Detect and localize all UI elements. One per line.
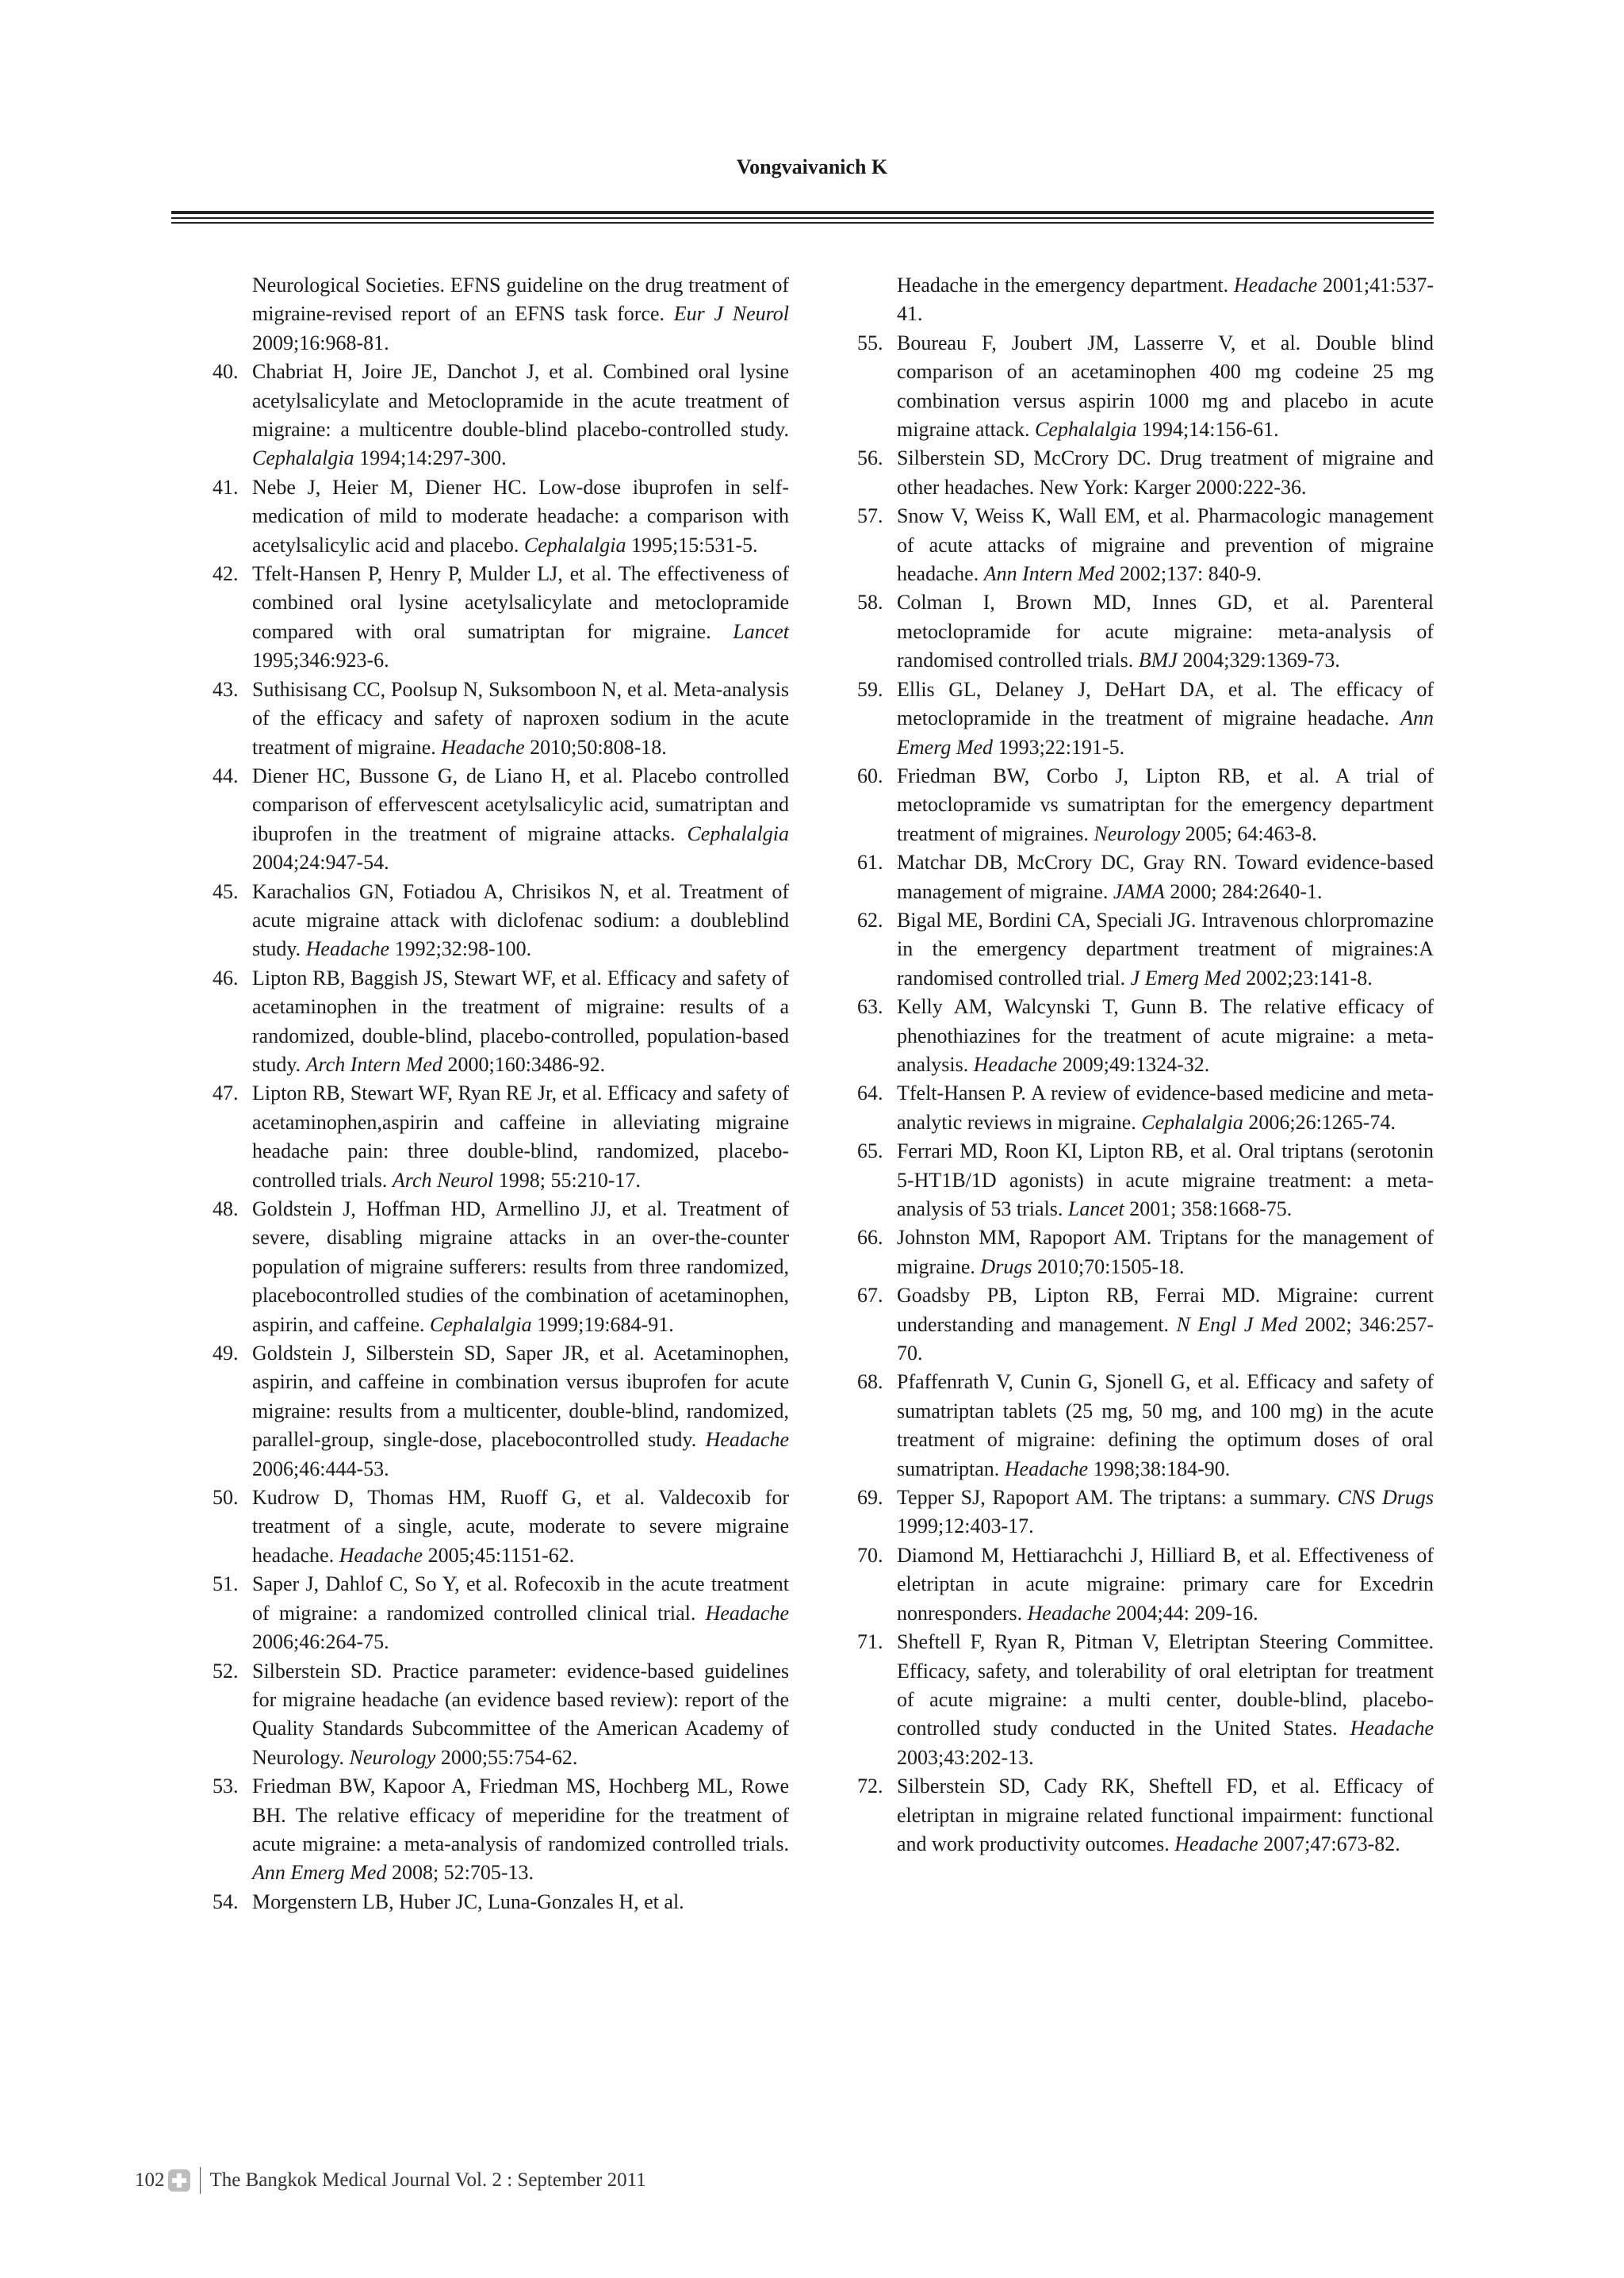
journal-info: The Bangkok Medical Journal Vol. 2 : September 2011: [209, 2169, 646, 2191]
reference-number: 71.: [857, 1630, 883, 1654]
reference-text: Ferrari MD, Roon KI, Lipton RB, et al. Oral triptans (serotonin 5-HT1B/1D agonists) in acute migraine treatment: a meta-analysis of 53 trials.: [897, 1139, 1434, 1220]
journal-name: Headache: [973, 1052, 1058, 1076]
reference-citation: 2006;26:1265-74.: [1243, 1110, 1396, 1134]
reference-item: [827, 1281, 1434, 1368]
reference-item: [182, 762, 789, 878]
reference-number: 70.: [857, 1543, 883, 1567]
journal-name: JAMA: [1113, 879, 1165, 903]
journal-name: Cephalalgia: [687, 821, 789, 845]
page-footer: [135, 2165, 646, 2196]
journal-name: Headache: [441, 735, 525, 759]
reference-item: [182, 1339, 789, 1484]
reference-citation: 2002;23:141-8.: [1240, 966, 1373, 990]
journal-name: Cephalalgia: [252, 446, 354, 470]
reference-number: 62.: [857, 908, 883, 932]
reference-number: 67.: [857, 1284, 883, 1307]
reference-item: [827, 1137, 1434, 1223]
reference-item: [182, 1772, 789, 1888]
reference-text: Diamond M, Hettiarachchi J, Hilliard B, et al. Effectiveness of eletriptan in acute migraine: primary care for Excedrin nonresponders.: [897, 1543, 1434, 1625]
reference-item: [182, 1888, 789, 1916]
reference-item: [827, 762, 1434, 848]
reference-number: 56.: [857, 446, 883, 470]
reference-text: Friedman BW, Corbo J, Lipton RB, et al. A trial of metoclopramide vs sumatriptan for the emergency department treatment of migraines.: [897, 764, 1434, 845]
reference-citation: 1999;19:684-91.: [531, 1312, 674, 1336]
reference-citation: 2006;46:444-53.: [252, 1457, 389, 1480]
reference-number: 46.: [213, 966, 239, 990]
journal-name: CNS Drugs: [1337, 1486, 1434, 1510]
journal-name: Cephalalgia: [1141, 1110, 1243, 1134]
reference-item: [827, 1484, 1434, 1541]
reference-text: Goldstein J, Silberstein SD, Saper JR, et al. Acetaminophen, aspirin, and caffeine in combination versus ibuprofen for acute migraine: results from a multicenter, double-blind, randomized, parallel-group, single-dose, placebocontrolled study.: [252, 1342, 789, 1452]
journal-name: Cephalalgia: [523, 533, 626, 557]
left-reference-column: [182, 271, 789, 1916]
reference-number: 51.: [213, 1572, 239, 1596]
reference-citation: 1995;346:923-6.: [252, 649, 389, 672]
reference-citation: 2000;160:3486-92.: [442, 1052, 606, 1076]
reference-text: Kelly AM, Walcynski T, Gunn B. The relative efficacy of phenothiazines for the treatment of acute migraine: a meta-analysis.: [897, 995, 1434, 1076]
reference-citation: 2010;50:808-18.: [524, 735, 667, 759]
reference-number: 40.: [213, 360, 239, 384]
reference-continuation: [182, 271, 789, 358]
reference-citation: 1995;15:531-5.: [626, 533, 758, 557]
journal-name: Headache: [1233, 274, 1318, 297]
reference-number: 60.: [857, 764, 883, 787]
reference-text: Colman I, Brown MD, Innes GD, et al. Parenteral metoclopramide for acute migraine: meta-analysis of randomised controlled trials.: [897, 591, 1434, 672]
journal-name: Ann Emerg Med: [897, 706, 1434, 759]
reference-text: Nebe J, Heier M, Diener HC. Low-dose ibuprofen in self-medication of mild to moderate headache: a comparison with acetylsalicylic acid and placebo.: [252, 475, 789, 557]
reference-number: 59.: [857, 677, 883, 701]
reference-item: [827, 1628, 1434, 1772]
journal-name: Drugs: [980, 1254, 1032, 1278]
journal-name: Ann Emerg Med: [252, 1861, 387, 1885]
journal-name: Arch Neurol: [392, 1168, 494, 1192]
reference-item: [182, 1657, 789, 1773]
header-rule-thick: [171, 211, 1434, 214]
reference-text: Boureau F, Joubert JM, Lasserre V, et al. Double blind comparison of an acetaminophen 400 mg codeine 25 mg combination versus aspirin 1000 mg and placebo in acute migraine attack.: [897, 331, 1434, 442]
journal-name: Ann Intern Med: [983, 562, 1115, 586]
journal-name: Cephalalgia: [1034, 418, 1137, 442]
bangkok-medical-cross-logo-icon: [168, 2169, 190, 2192]
running-header: Vongvaivanich K: [736, 155, 888, 178]
reference-item: [182, 358, 789, 473]
reference-item: [182, 560, 789, 676]
journal-name: Headache: [305, 937, 390, 961]
reference-citation: 2009;16:968-81.: [252, 331, 389, 354]
journal-name: Lancet: [733, 619, 789, 643]
reference-number: 45.: [213, 879, 239, 903]
reference-citation: 2004;44: 209-16.: [1111, 1601, 1258, 1625]
reference-text: Friedman BW, Kapoor A, Friedman MS, Hochberg ML, Rowe BH. The relative efficacy of meperidine for the treatment of acute migraine: a meta-analysis of randomized controlled trials.: [252, 1775, 789, 1855]
reference-number: 58.: [857, 591, 883, 614]
journal-name: Neurology: [1094, 821, 1181, 845]
reference-citation: 2004;24:947-54.: [252, 851, 389, 875]
journal-name: J Emerg Med: [1130, 966, 1241, 990]
reference-number: 64.: [857, 1082, 883, 1105]
journal-name: Headache: [1004, 1457, 1089, 1480]
journal-name: Headache: [1350, 1717, 1434, 1740]
reference-number: 63.: [857, 995, 883, 1019]
reference-citation: 2009;49:1324-32.: [1057, 1052, 1210, 1076]
journal-name: Headache: [705, 1601, 789, 1625]
reference-text: Karachalios GN, Fotiadou A, Chrisikos N, et al. Treatment of acute migraine attack with diclofenac sodium: a doubleblind study.: [252, 879, 789, 961]
reference-item: [182, 1484, 789, 1570]
reference-item: [827, 906, 1434, 993]
reference-number: 68.: [857, 1370, 883, 1394]
reference-citation: 2008; 52:705-13.: [386, 1861, 534, 1885]
reference-number: 72.: [857, 1775, 883, 1798]
reference-item: [827, 993, 1434, 1079]
reference-citation: 2003;43:202-13.: [897, 1745, 1034, 1769]
journal-name: Headache: [339, 1543, 423, 1567]
reference-number: 69.: [857, 1486, 883, 1510]
reference-item: [827, 1541, 1434, 1628]
reference-citation: 1994;14:297-300.: [354, 446, 507, 470]
journal-name: Eur J Neurol: [673, 302, 789, 326]
reference-number: 44.: [213, 764, 239, 787]
reference-text: Tepper SJ, Rapoport AM. The triptans: a summary.: [897, 1486, 1338, 1510]
reference-number: 49.: [213, 1342, 239, 1365]
reference-citation: 1994;14:156-61.: [1136, 418, 1279, 442]
reference-item: [827, 329, 1434, 445]
reference-text: Morgenstern LB, Huber JC, Luna-Gonzales H, et al.: [252, 1889, 684, 1913]
reference-item: [827, 1223, 1434, 1281]
reference-citation: 2006;46:264-75.: [252, 1630, 389, 1654]
reference-item: [182, 1195, 789, 1339]
reference-text: Lipton RB, Baggish JS, Stewart WF, et al. Efficacy and safety of acetaminophen in the treatment of migraine: results of a randomized, double-blind, placebo-controlled, population-based study.: [252, 966, 789, 1076]
reference-text: Lipton RB, Stewart WF, Ryan RE Jr, et al. Efficacy and safety of acetaminophen,aspirin and caffeine in alleviating migraine headache pain: three double-blind, randomized, placebo-controlled trials.: [252, 1082, 789, 1192]
journal-name: BMJ: [1138, 649, 1178, 672]
reference-number: 55.: [857, 331, 883, 354]
reference-item: [827, 1079, 1434, 1137]
reference-text: Neurological Societies. EFNS guideline on the drug treatment of migraine-revised report of an EFNS task force.: [252, 274, 789, 326]
reference-text: Tfelt-Hansen P. A review of evidence-based medicine and meta-analytic reviews in migraine.: [897, 1082, 1434, 1134]
reference-citation: 1999;12:403-17.: [897, 1514, 1034, 1538]
reference-citation: 2002;137: 840-9.: [1114, 562, 1262, 586]
reference-number: 41.: [213, 475, 239, 499]
reference-number: 66.: [857, 1226, 883, 1250]
reference-citation: 1993;22:191-5.: [993, 735, 1125, 759]
reference-text: Chabriat H, Joire JE, Danchot J, et al. Combined oral lysine acetylsalicylate and Metoclopramide in the acute treatment of migraine: a multicentre double-blind placebo-controlled study.: [252, 360, 789, 442]
reference-item: [182, 964, 789, 1080]
reference-citation: 2010;70:1505-18.: [1032, 1254, 1185, 1278]
reference-item: [827, 676, 1434, 762]
reference-item: [182, 878, 789, 964]
reference-item: [827, 444, 1434, 502]
reference-text: Pfaffenrath V, Cunin G, Sjonell G, et al. Efficacy and safety of sumatriptan tablets (25 mg, 50 mg, and 100 mg) in the acute treatment of migraine: defining the optimum doses of oral sumatriptan.: [897, 1370, 1434, 1480]
right-reference-column: [827, 271, 1434, 1859]
reference-text: Silberstein SD, McCrory DC. Drug treatment of migraine and other headaches. New York: Karger 2000:222-36.: [897, 446, 1434, 499]
reference-text: Ellis GL, Delaney J, DeHart DA, et al. The efficacy of metoclopramide in the treatment of migraine headache.: [897, 677, 1434, 730]
reference-number: 50.: [213, 1486, 239, 1510]
reference-item: [827, 1368, 1434, 1484]
reference-citation: 1998;38:184-90.: [1088, 1457, 1231, 1480]
reference-citation: 2005; 64:463-8.: [1180, 821, 1317, 845]
reference-citation: 2000; 284:2640-1.: [1164, 879, 1323, 903]
reference-text: Kudrow D, Thomas HM, Ruoff G, et al. Valdecoxib for treatment of a single, acute, moderate to severe migraine headache.: [252, 1486, 789, 1567]
reference-text: Matchar DB, McCrory DC, Gray RN. Toward evidence-based management of migraine.: [897, 851, 1434, 903]
journal-name: Cephalalgia: [430, 1312, 532, 1336]
reference-citation: 1992;32:98-100.: [389, 937, 532, 961]
reference-item: [827, 1772, 1434, 1859]
reference-number: 54.: [213, 1889, 239, 1913]
journal-name: Headache: [705, 1428, 789, 1452]
reference-text: Goldstein J, Hoffman HD, Armellino JJ, et al. Treatment of severe, disabling migraine attacks in an over-the-counter population of migraine sufferers: results from three randomized, placebocontrolled studies of the combination of acetaminophen, aspirin, and caffeine.: [252, 1197, 789, 1336]
reference-citation: 1998; 55:210-17.: [493, 1168, 641, 1192]
reference-text: Silberstein SD, Cady RK, Sheftell FD, et al. Efficacy of eletriptan in migraine related functional impairment: functional and work productivity outcomes.: [897, 1775, 1434, 1855]
reference-text: Goadsby PB, Lipton RB, Ferrai MD. Migraine: current understanding and management.: [897, 1284, 1434, 1336]
reference-text: Tfelt-Hansen P, Henry P, Mulder LJ, et al. The effectiveness of combined oral lysine acetylsalicylate and metoclopramide compared with oral sumatriptan for migraine.: [252, 562, 789, 643]
reference-citation: 2001; 358:1668-75.: [1124, 1197, 1293, 1220]
reference-text: Bigal ME, Bordini CA, Speciali JG. Intravenous chlorpromazine in the emergency department treatment of migraines:A randomised controlled trial.: [897, 908, 1434, 990]
reference-number: 48.: [213, 1197, 239, 1220]
reference-number: 57.: [857, 504, 883, 528]
reference-item: [827, 502, 1434, 588]
reference-item: [827, 848, 1434, 906]
reference-citation: 2004;329:1369-73.: [1177, 649, 1340, 672]
reference-number: 53.: [213, 1775, 239, 1798]
header-rule-thin: [171, 217, 1434, 219]
reference-number: 65.: [857, 1139, 883, 1163]
reference-number: 52.: [213, 1659, 239, 1683]
reference-item: [182, 473, 789, 560]
reference-citation: 2007;47:673-82.: [1258, 1832, 1400, 1855]
reference-item: [182, 1570, 789, 1656]
reference-text: Saper J, Dahlof C, So Y, et al. Rofecoxib in the acute treatment of migraine: a randomized controlled clinical trial.: [252, 1572, 789, 1625]
journal-name: Lancet: [1067, 1197, 1124, 1220]
journal-name: N Engl J Med: [1176, 1312, 1298, 1336]
reference-item: [182, 1079, 789, 1195]
reference-text: Snow V, Weiss K, Wall EM, et al. Pharmacologic management of acute attacks of migraine and prevention of migraine headache.: [897, 504, 1434, 586]
journal-name: Headache: [1027, 1601, 1112, 1625]
reference-continuation: [827, 271, 1434, 329]
reference-citation: 2002; 346:257-70.: [897, 1312, 1434, 1365]
reference-citation: 2001;41:537-41.: [897, 274, 1434, 326]
reference-item: [182, 676, 789, 762]
reference-text: Headache in the emergency department.: [897, 274, 1234, 297]
reference-number: 61.: [857, 851, 883, 875]
header-rule-thin: [171, 222, 1434, 224]
reference-item: [827, 588, 1434, 675]
reference-text: Diener HC, Bussone G, de Liano H, et al. Placebo controlled comparison of effervescent acetylsalicylic acid, sumatriptan and ibuprofen in the treatment of migraine attacks.: [252, 764, 789, 845]
journal-name: Neurology: [349, 1745, 436, 1769]
reference-number: 42.: [213, 562, 239, 586]
reference-citation: 2000;55:754-62.: [435, 1745, 578, 1769]
reference-text: Sheftell F, Ryan R, Pitman V, Eletriptan Steering Committee. Efficacy, safety, and tolerability of oral eletriptan for treatment of acute migraine: a multi center, double-blind, placebo-controlled study conducted in the United States.: [897, 1630, 1434, 1740]
reference-text: Suthisisang CC, Poolsup N, Suksomboon N, et al. Meta-analysis of the efficacy and safety of naproxen sodium in the acute treatment of migraine.: [252, 677, 789, 759]
reference-citation: 2005;45:1151-62.: [423, 1543, 575, 1567]
reference-text: Silberstein SD. Practice parameter: evidence-based guidelines for migraine headache (an evidence based review): report of the Quality Standards Subcommittee of the American Academy of Neurology.: [252, 1659, 789, 1769]
journal-name: Arch Intern Med: [305, 1052, 442, 1076]
reference-number: 43.: [213, 677, 239, 701]
reference-text: Johnston MM, Rapoport AM. Triptans for the management of migraine.: [897, 1226, 1434, 1278]
page-number: 102: [135, 2169, 165, 2191]
reference-number: 47.: [213, 1082, 239, 1105]
journal-name: Headache: [1174, 1832, 1258, 1855]
footer-divider: [200, 2167, 201, 2194]
